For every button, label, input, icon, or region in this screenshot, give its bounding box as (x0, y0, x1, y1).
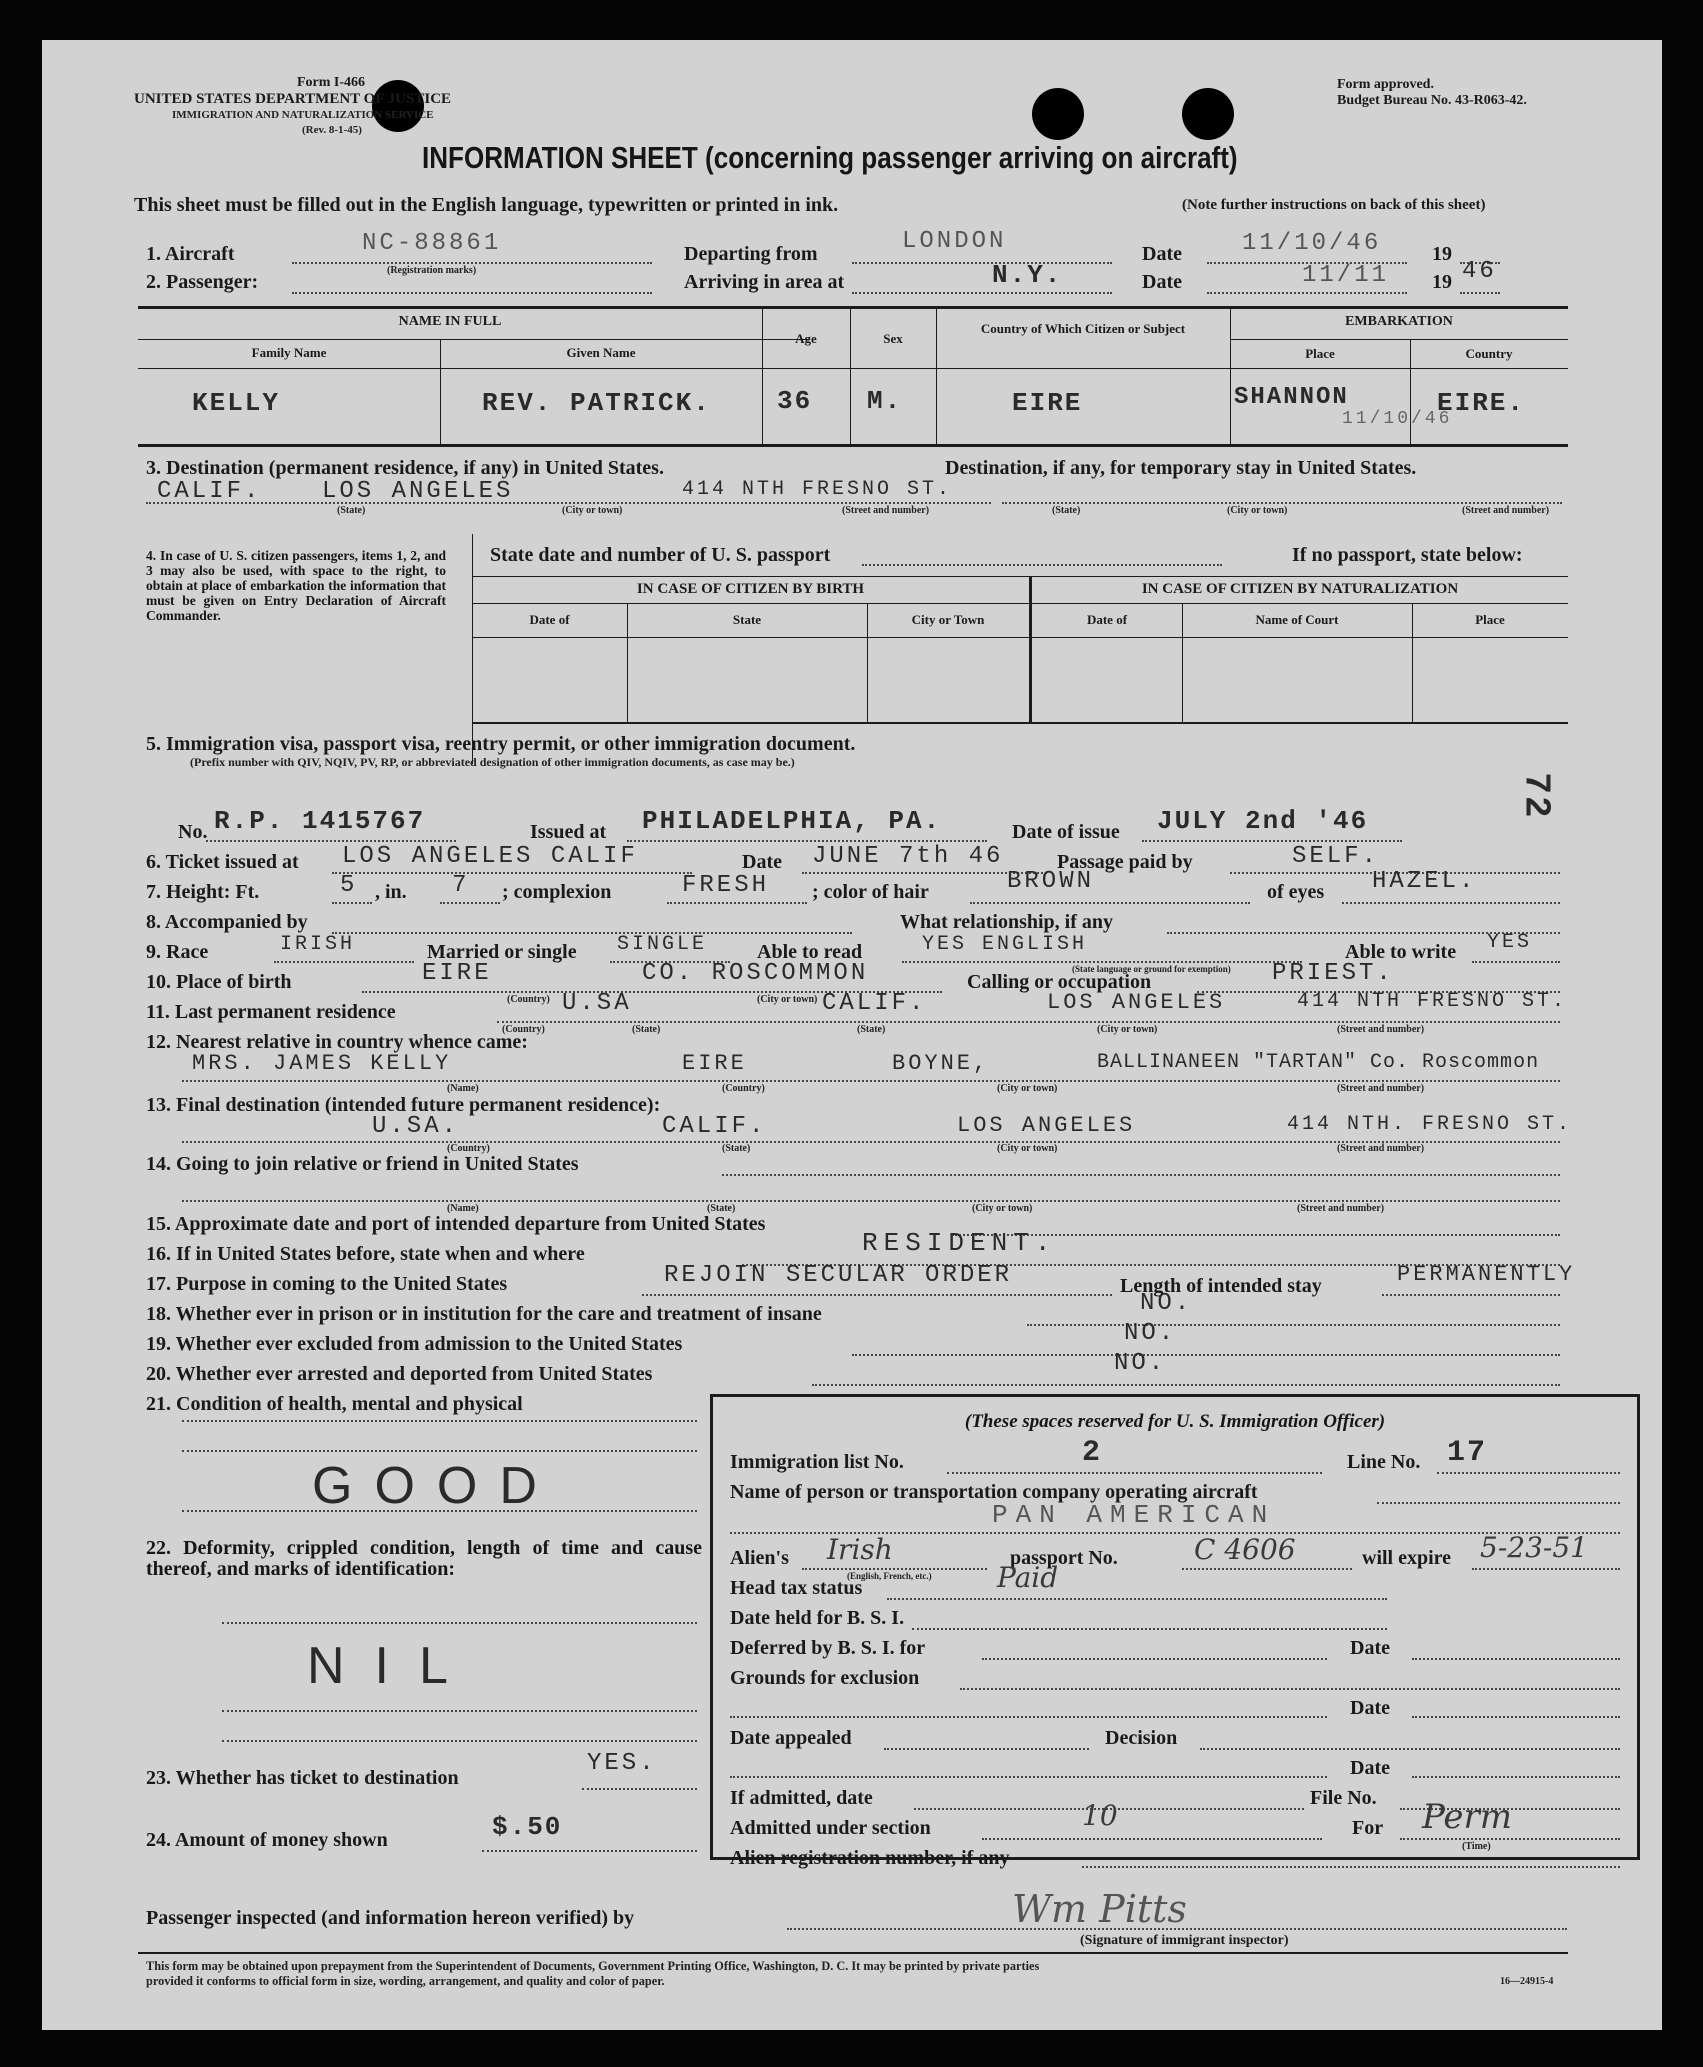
embarkation-place-value: SHANNON (1234, 384, 1349, 411)
passport-no-value: C 4606 (1194, 1533, 1296, 1566)
excluded-label: 19. Whether ever excluded from admission to the United States (146, 1333, 683, 1355)
caption-city: (City or town) (562, 505, 623, 516)
caption-city: (City or town) (757, 994, 818, 1005)
birth-city-value: CO. ROSCOMMON (642, 960, 869, 987)
stay-length-label: Length of intended stay (1120, 1275, 1322, 1297)
ticket-date-value: JUNE 7th 46 (812, 843, 1004, 870)
residence-city-value: LOS ANGELES (1047, 990, 1226, 1015)
aliens-label: Alien's (730, 1547, 789, 1569)
arriving-value: N.Y. (992, 260, 1063, 290)
final-country-value: U.SA. (372, 1113, 460, 1140)
aircraft-value: NC-88861 (362, 230, 502, 257)
passage-paid-label: Passage paid by (1057, 851, 1193, 873)
ticket-issued-label: 6. Ticket issued at (146, 851, 299, 873)
expire-value: 5-23-51 (1480, 1531, 1588, 1564)
sex-value: M. (867, 386, 903, 416)
relative-country-value: EIRE (682, 1051, 747, 1076)
city-or-town-header: City or Town (911, 612, 985, 627)
health-value: GOOD (312, 1457, 559, 1515)
admitted-section-value: 10 (1082, 1799, 1118, 1832)
final-city-value: LOS ANGELES (957, 1113, 1136, 1138)
eyes-value: HAZEL. (1372, 868, 1477, 895)
departure-label: 15. Approximate date and port of intended departure from United States (146, 1213, 766, 1235)
inspected-by-label: Passenger inspected (and information hereon verified) by (146, 1907, 635, 1929)
caption-city: (City or town) (997, 1083, 1058, 1094)
write-value: YES (1487, 931, 1533, 954)
married-label: Married or single (427, 941, 577, 963)
caption-city: (City or town) (972, 1203, 1033, 1214)
residence-country-value: U.SA (562, 990, 632, 1017)
final-street-value: 414 NTH. FRESNO ST. (1287, 1113, 1573, 1136)
birth-country-value: EIRE (422, 960, 492, 987)
immigration-list-value: 2 (1082, 1436, 1103, 1470)
citizen-by-naturalization-header: IN CASE OF CITIZEN BY NATURALIZATION (1141, 581, 1459, 597)
embarkation-header: EMBARKATION (1345, 314, 1453, 329)
admitted-date-label: If admitted, date (730, 1787, 873, 1809)
nearest-relative-label: 12. Nearest relative in country whence came: (146, 1031, 528, 1053)
deported-value: NO. (1114, 1350, 1167, 1377)
form-number: Form I-466 (297, 75, 366, 90)
date-of-header: Date of (529, 612, 570, 627)
admitted-section-label: Admitted under section (730, 1817, 931, 1839)
read-value: YES ENGLISH (922, 933, 1088, 956)
issued-at-value: PHILADELPHIA, PA. (642, 806, 942, 836)
married-value: SINGLE (617, 933, 708, 956)
service-name: IMMIGRATION AND NATURALIZATION SERVICE (172, 109, 434, 121)
passport-label: State date and number of U. S. passport (490, 544, 831, 566)
last-residence-label: 11. Last permanent residence (146, 1001, 396, 1023)
height-ft-value: 5 (340, 872, 358, 899)
deferred-date-label: Date (1350, 1637, 1390, 1659)
margin-number: 72 (1515, 772, 1557, 820)
ticket-to-destination-value: YES. (587, 1750, 657, 1777)
nationality-caption: (English, French, etc.) (847, 1571, 932, 1581)
line-no-value: 17 (1447, 1436, 1488, 1470)
caption-name: (Name) (447, 1083, 479, 1094)
printing-note-line-1: This form may be obtained upon prepayment from the Superintendent of Documents, Government Printing Office, Washington, D. C. It may be printed by private parties (146, 1959, 1040, 1973)
money-value: $.50 (492, 1812, 563, 1842)
nationality-value: Irish (827, 1533, 893, 1566)
purpose-value: REJOIN SECULAR ORDER (664, 1262, 1013, 1289)
deformity-label: 22. Deformity, crippled condition, length of time and cause thereof, and marks of identification: (146, 1537, 702, 1580)
relative-city-value: BOYNE, (892, 1051, 990, 1076)
decision-label: Decision (1105, 1727, 1178, 1749)
given-name-header: Given Name (566, 345, 636, 360)
caption-street: (Street and number) (1462, 505, 1550, 516)
date-departing-value: 11/10/46 (1242, 230, 1382, 257)
caption-city: (City or town) (997, 1143, 1058, 1154)
ticket-to-destination-label: 23. Whether has ticket to destination (146, 1767, 459, 1789)
height-in-value: 7 (452, 872, 470, 899)
caption-state: (State) (632, 1024, 661, 1035)
family-name-header: Family Name (251, 345, 327, 360)
grounds-exclusion-label: Grounds for exclusion (730, 1667, 920, 1689)
stay-length-value: PERMANENTLY (1397, 1262, 1576, 1287)
agency-name: UNITED STATES DEPARTMENT OF JUSTICE (134, 91, 452, 107)
date-appealed-label: Date appealed (730, 1727, 852, 1749)
date-of-header: Date of (1086, 612, 1128, 627)
destination-street: 414 NTH FRESNO ST. (682, 478, 953, 501)
visa-label: 5. Immigration visa, passport visa, reentry permit, or other immigration document. (146, 733, 856, 755)
destination-city: LOS ANGELES (322, 478, 514, 505)
visa-no-label: No. (178, 821, 208, 843)
final-state-value: CALIF. (662, 1113, 767, 1140)
caption-state: (State) (337, 505, 366, 516)
eyes-label: of eyes (1267, 881, 1325, 903)
destination-label: 3. Destination (permanent residence, if any) in United States. (146, 457, 664, 479)
name-in-full-header: NAME IN FULL (398, 314, 502, 329)
inspector-signature: Wm Pitts (1012, 1887, 1187, 1931)
date-arriving-value: 11/11 (1302, 262, 1390, 289)
punch-hole (1182, 88, 1234, 140)
date-label: Date (1142, 243, 1182, 265)
head-tax-value: Paid (997, 1561, 1059, 1594)
caption-street: (Street and number) (1337, 1143, 1425, 1154)
destination-state: CALIF. (157, 478, 262, 505)
excluded-value: NO. (1124, 1320, 1177, 1347)
date-of-issue-label: Date of issue (1012, 821, 1120, 843)
citizen-by-birth-header: IN CASE OF CITIZEN BY BIRTH (636, 581, 865, 597)
for-label: For (1352, 1817, 1384, 1839)
immigration-list-label: Immigration list No. (730, 1451, 904, 1473)
embarkation-date-value: 11/10/46 (1342, 409, 1453, 429)
state-header: State (732, 612, 762, 627)
instructions-note: (Note further instructions on back of this sheet) (1182, 197, 1486, 213)
deformity-value: NIL (307, 1637, 478, 1695)
punch-hole (1032, 88, 1084, 140)
caption-country: (Country) (447, 1143, 490, 1154)
caption-name: (Name) (447, 1203, 479, 1214)
birthplace-label: 10. Place of birth (146, 971, 292, 993)
operating-company-label: Name of person or transportation company operating aircraft (730, 1481, 1258, 1503)
caption-state: (State) (857, 1024, 886, 1035)
form-approved: Form approved. (1337, 77, 1434, 92)
money-label: 24. Amount of money shown (146, 1829, 388, 1851)
calling-value: PRIEST. (1272, 960, 1394, 987)
no-passport-label: If no passport, state below: (1292, 544, 1523, 566)
name-of-court-header: Name of Court (1255, 612, 1339, 627)
passport-no-label: passport No. (1010, 1547, 1118, 1569)
caption-country: (Country) (502, 1024, 545, 1035)
alien-registration-label: Alien registration number, if any (730, 1847, 1010, 1869)
arriving-label: Arriving in area at (684, 271, 845, 293)
previous-stay-value: RESIDENT. (862, 1228, 1057, 1258)
caption-street: (Street and number) (1337, 1083, 1425, 1094)
page-title: INFORMATION SHEET (concerning passenger arriving on aircraft) (422, 140, 1238, 175)
print-code: 16—24915-4 (1500, 1976, 1554, 1987)
prison-label: 18. Whether ever in prison or in institution for the care and treatment of insane (146, 1303, 822, 1325)
line-no-label: Line No. (1347, 1451, 1421, 1473)
country-of-citizenship-header: Country of Which Citizen or Subject (980, 321, 1186, 336)
write-label: Able to write (1345, 941, 1457, 963)
height-in-label: , in. (375, 881, 407, 903)
hair-value: BROWN (1007, 868, 1095, 895)
caption-state: (State) (707, 1203, 736, 1214)
passenger-label: 2. Passenger: (146, 271, 259, 293)
head-tax-label: Head tax status (730, 1577, 863, 1599)
embarkation-country-value: EIRE. (1437, 388, 1526, 418)
officer-reserved-header: (These spaces reserved for U. S. Immigration Officer) (964, 1411, 1386, 1432)
caption-country: (Country) (722, 1083, 765, 1094)
given-name-value: REV. PATRICK. (482, 388, 711, 418)
relationship-label: What relationship, if any (900, 911, 1113, 933)
relative-street-value: BALLINANEEN "TARTAN" Co. Roscommon (1097, 1051, 1540, 1074)
prison-value: NO. (1140, 1290, 1193, 1317)
race-value: IRISH (280, 933, 356, 956)
calling-label: Calling or occupation (967, 971, 1152, 993)
caption-city: (City or town) (1097, 1024, 1158, 1035)
time-caption: (Time) (1462, 1841, 1491, 1852)
bsi-date-label: Date held for B. S. I. (730, 1607, 905, 1629)
relative-name-value: MRS. JAMES KELLY (192, 1051, 452, 1076)
race-label: 9. Race (146, 941, 209, 963)
aircraft-label: 1. Aircraft (146, 243, 235, 265)
read-caption: (State language or ground for exemption) (1072, 964, 1231, 974)
ticket-date-label: Date (742, 851, 782, 873)
residence-street-value: 414 NTH FRESNO ST. (1297, 990, 1568, 1013)
caption-state: (State) (722, 1143, 751, 1154)
budget-bureau-no: Budget Bureau No. 43-R063-42. (1337, 93, 1527, 108)
residence-state-value: CALIF. (822, 990, 927, 1017)
expire-label: will expire (1362, 1547, 1452, 1569)
deferred-label: Deferred by B. S. I. for (730, 1637, 926, 1659)
operating-company-value: PAN AMERICAN (992, 1500, 1276, 1530)
decision-date-label: Date (1350, 1757, 1390, 1779)
age-header: Age (795, 331, 817, 346)
registration-caption: (Registration marks) (387, 265, 477, 276)
visa-number-value: R.P. 1415767 (214, 806, 426, 836)
citizen-instructions: 4. In case of U. S. citizen passengers, items 1, 2, and 3 may also be used, with space to the right, to obtain at place of embarkation the information that must be given on Entry Declaration of Aircraft Commander. (146, 548, 446, 623)
caption-city: (City or town) (1227, 505, 1288, 516)
year-arriving-value: 46 (1462, 258, 1497, 285)
country-header: Country (1465, 346, 1513, 361)
purpose-label: 17. Purpose in coming to the United States (146, 1273, 508, 1295)
join-relative-label: 14. Going to join relative or friend in United States (146, 1153, 579, 1175)
caption-street: (Street and number) (1297, 1203, 1385, 1214)
hair-label: ; color of hair (812, 881, 929, 903)
previous-stay-label: 16. If in United States before, state when and where (146, 1243, 585, 1265)
year-prefix: 19 (1432, 243, 1452, 265)
age-value: 36 (777, 386, 813, 416)
printing-note-line-2: provided it conforms to official form in size, wording, arrangement, and quality and color of paper. (146, 1974, 665, 1988)
place-header: Place (1305, 346, 1335, 361)
accompanied-label: 8. Accompanied by (146, 911, 308, 933)
temp-destination-label: Destination, if any, for temporary stay in United States. (945, 457, 1417, 479)
exclusion-date-label: Date (1350, 1697, 1390, 1719)
departing-value: LONDON (902, 228, 1007, 255)
issued-at-label: Issued at (530, 821, 607, 843)
complexion-value: FRESH (682, 872, 770, 899)
signature-caption: (Signature of immigrant inspector) (1080, 1933, 1289, 1948)
instructions-line: This sheet must be filled out in the English language, typewritten or printed in ink. (134, 194, 839, 216)
final-destination-label: 13. Final destination (intended future permanent residence): (146, 1094, 661, 1116)
read-label: Able to read (757, 941, 863, 963)
revision-date: (Rev. 8-1-45) (302, 124, 362, 136)
sex-header: Sex (883, 331, 903, 346)
place-header: Place (1475, 612, 1505, 627)
deported-label: 20. Whether ever arrested and deported from United States (146, 1363, 653, 1385)
date-of-issue-value: JULY 2nd '46 (1157, 806, 1369, 836)
file-no-label: File No. (1310, 1787, 1377, 1809)
date-label: Date (1142, 271, 1182, 293)
complexion-label: ; complexion (502, 881, 612, 903)
health-label: 21. Condition of health, mental and physical (146, 1393, 523, 1415)
form-sheet (42, 40, 1662, 2030)
caption-street: (Street and number) (842, 505, 930, 516)
caption-country: (Country) (507, 994, 550, 1005)
family-name-value: KELLY (192, 388, 281, 418)
height-label: 7. Height: Ft. (146, 881, 260, 903)
passage-paid-value: SELF. (1292, 843, 1380, 870)
ticket-issued-value: LOS ANGELES CALIF (342, 843, 638, 870)
year-prefix: 19 (1432, 271, 1452, 293)
for-value: Perm (1422, 1797, 1512, 1837)
caption-state: (State) (1052, 505, 1081, 516)
visa-prefix-note: (Prefix number with QIV, NQIV, PV, RP, or abbreviated designation of other immigration documents, as case may be.) (190, 755, 795, 769)
citizenship-value: EIRE (1012, 388, 1083, 418)
caption-street: (Street and number) (1337, 1024, 1425, 1035)
departing-label: Departing from (684, 243, 818, 265)
